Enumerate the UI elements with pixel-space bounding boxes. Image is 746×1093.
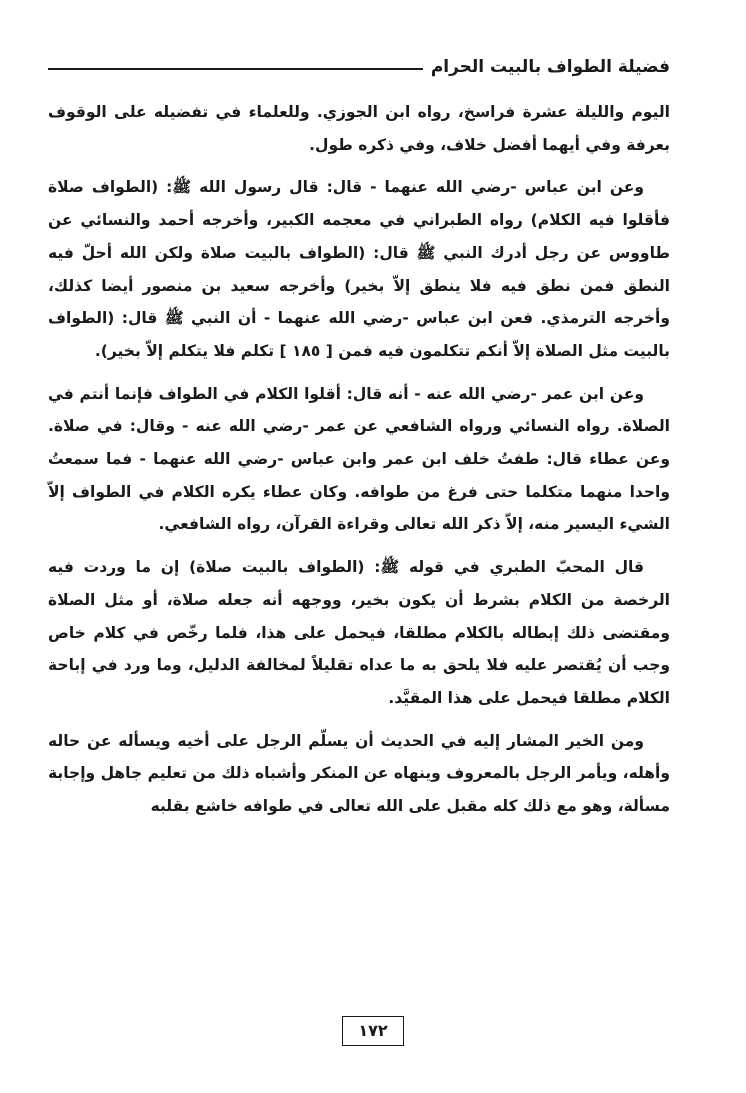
paragraph: اليوم والليلة عشرة فراسخ، رواه ابن الجوزي. وللعلماء في تفضيله على الوقوف بعرفة وفي أيهما أفضل خلاف، وفي ذكره طول. [48, 103, 670, 154]
running-header [48, 50, 670, 84]
paragraph: ومن الخير المشار إليه في الحديث أن يسلّم الرجل على أخيه ويسأله عن حاله وأهله، ويأمر الرجل بالمعروف وينهاه عن المنكر وأشباه ذلك من تعليم جاهل وإجابة مسألة، وهو مع ذلك كله مقبل على الله تعالى في طوافه خاشع بقلبه [48, 731, 670, 816]
page-number: ١٧٢ [342, 1016, 404, 1046]
header-rule [48, 68, 423, 70]
paragraph: قال المحبّ الطبري في قوله ﷺ: (الطواف بالبيت صلاة) إن ما وردت فيه الرخصة من الكلام بشرط أن يكون بخير، ووجهه أنه جعله صلاة، أو مثل الصلاة ومقتضى ذلك إبطاله بالكلام مطلقا، فيحمل على هذا، فلما رخّص في كلام خاص وجب أن يُقتصر عليه فلا يلحق به ما عداه تقليلاً لمخالفة الدليل، وما ورد في إباحة الكلام مطلقا فيحمل على هذا المقيَّد. [48, 558, 670, 707]
body-text [48, 96, 670, 833]
page-footer [0, 1016, 746, 1046]
paragraph: وعن ابن عباس -رضي الله عنهما - قال: قال رسول الله ﷺ: (الطواف صلاة فأقلوا فيه الكلام) رواه الطبراني في معجمه الكبير، وأخرجه أحمد والنسائي عن طاووس عن رجل أدرك النبي ﷺ قال: (الطواف بالبيت صلاة ولكن الله أحلّ فيه النطق فمن نطق فيه فلا ينطق إلاّ بخير) وأخرجه سعيد بن منصور أيضا كذلك، وأخرجه الترمذي. فعن ابن عباس -رضي الله عنهما - أن النبي ﷺ قال: (الطواف بالبيت مثل الصلاة إلاّ أنكم تتكلمون فيه فمن [ ١٨٥ ] تكلم فلا يتكلم إلاّ بخير). [48, 178, 670, 360]
paragraph: وعن ابن عمر -رضي الله عنه - أنه قال: أقلوا الكلام في الطواف فإنما أنتم في الصلاة. رواه النسائي ورواه الشافعي عن عمر -رضي الله عنه - وقال: في صلاة. وعن عطاء قال: طفتُ خلف ابن عمر وابن عباس -رضي الله عنهما - فما سمعتُ واحدا منهما متكلما حتى فرغ من طوافه. وكان عطاء يكره الكلام في الطواف إلاّ الشيء اليسير منه، إلاّ ذكر الله تعالى وقراءة القرآن، رواه الشافعي. [48, 384, 670, 534]
header-title: فضيلة الطواف بالبيت الحرام [430, 57, 670, 77]
